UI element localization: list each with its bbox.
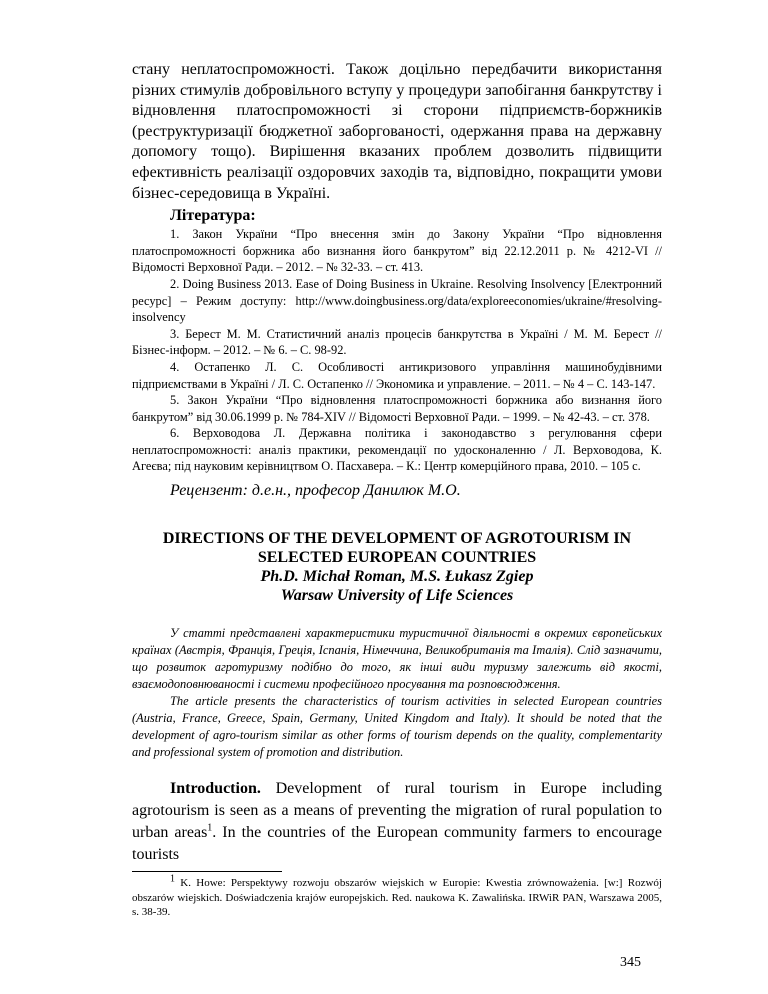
reference-item: 6. Верховодова Л. Державна політика і законодавство з регулювання сфери неплатоспроможності: аналіз практики, рекомендації по удосконаленню / Л. Верховодова, К. Агеєва; під науковим керівництвом О. Пасхавера. – К.: Центр комерційного права, 2010. – 105 с. bbox=[132, 426, 662, 474]
footnote-text: K. Howe: Perspektywy rozwoju obszarów wiejskich w Europie: Kwestia zrównoważenia. [w:] Rozwój obszarów wiejskich. Doświadczenia krajów europejskich. Red. naukowa K. Zawalińska. IRWiR PAN, Warszawa 2005, s. 38-39. bbox=[132, 877, 662, 919]
footnote-reference[interactable]: 1 bbox=[207, 822, 213, 834]
abstract-english: The article presents the characteristics of tourism activities in selected European countries (Austria, France, Greece, Spain, Germany, United Kingdom and Italy). It should be noted that the development of agro-tourism similar as other forms of tourism depends on the quality, complementarity and professional system of promotion and distribution. bbox=[132, 694, 662, 760]
reference-item: 4. Остапенко Л. С. Особливості антикризового управління машинобудівними підприємствами в Україні / Л. С. Остапенко // Экономика и управление. – 2011. – № 4 – С. 143-147. bbox=[132, 359, 662, 391]
page-number: 345 bbox=[620, 955, 641, 970]
reference-item: 5. Закон України “Про відновлення платоспроможності боржника або визнання його банкрутом” від 30.06.1999 р. № 784-XIV // Відомості Верховної Ради. – 1999. – № 42-43. – ст. 378. bbox=[132, 393, 662, 424]
introduction-text-2: . In the countries of the European community farmers to encourage tourists bbox=[132, 824, 662, 864]
article-affiliation: Warsaw University of Life Sciences bbox=[280, 587, 514, 605]
abstract-ukrainian: У статті представлені характеристики туристичної діяльності в окремих європейських країнах (Австрія, Франція, Греція, Іспанія, Німеччина, Великобританія та Італія). Слід зазначити, що розвиток агротуризму подібно до того, як інші види туризму залежить від якості, взаємодоповнюваності і системи професійного просування та розповсюдження. bbox=[132, 626, 662, 692]
article-authors: Ph.D. Michał Roman, M.S. Łukasz Zgiep bbox=[260, 568, 534, 586]
footnote-mark: 1 bbox=[170, 873, 175, 885]
reference-item: 2. Doing Business 2013. Ease of Doing Business in Ukraine. Resolving Insolvency [Електронний ресурс] – Режим доступу: http://www.doingbusiness.org/data/exploreeconomies/ukraine/#resolving-insolvency bbox=[132, 276, 662, 325]
introduction-paragraph bbox=[132, 778, 662, 866]
top-paragraph: стану неплатоспроможності. Також доцільно передбачити використання різних стимулів добровільного вступу у процедури запобігання банкрутству і відновлення платоспроможності зі сторони підприємств-боржників (реструктуризації бюджетної заборгованості, одержання права на державну допомогу тощо). Вирішення вказаних проблем дозволить підвищити ефективність реалізації оздоровчих заходів та, відповідно, покращити умови бізнес-середовища в Україні. bbox=[132, 61, 662, 202]
introduction-text-1: Development of rural tourism in Europe including agrotourism is seen as a means of preventing the migration of rural population to urban areas bbox=[132, 780, 662, 842]
article-header bbox=[132, 529, 662, 605]
abstracts bbox=[132, 625, 662, 761]
literature-title: Література: bbox=[170, 207, 256, 225]
article-title-line-2: SELECTED EUROPEAN COUNTRIES bbox=[257, 549, 537, 567]
reference-item: 3. Берест М. М. Статистичний аналіз процесів банкрутства в Україні / М. М. Берест // Бізнес-інформ. – 2012. – № 6. – С. 98-92. bbox=[132, 326, 662, 358]
page-content bbox=[132, 60, 662, 920]
footnote-divider bbox=[132, 871, 282, 872]
footnote bbox=[132, 873, 662, 920]
reference-item: 1. Закон України “Про внесення змін до Закону України “Про відновлення платоспроможності боржника або визнання його банкрутом” від 22.12.2011 р. № 4212-VI // Відомості Верховної Ради. – 2012. – № 32-33. – ст. 413. bbox=[132, 227, 662, 275]
article-title-line-1: DIRECTIONS OF THE DEVELOPMENT OF AGROTOURISM IN bbox=[162, 530, 632, 548]
reference-list bbox=[132, 226, 662, 475]
reviewer-line: Рецензент: д.е.н., професор Данилюк М.О. bbox=[170, 482, 461, 500]
introduction-heading: Introduction. bbox=[170, 780, 261, 798]
